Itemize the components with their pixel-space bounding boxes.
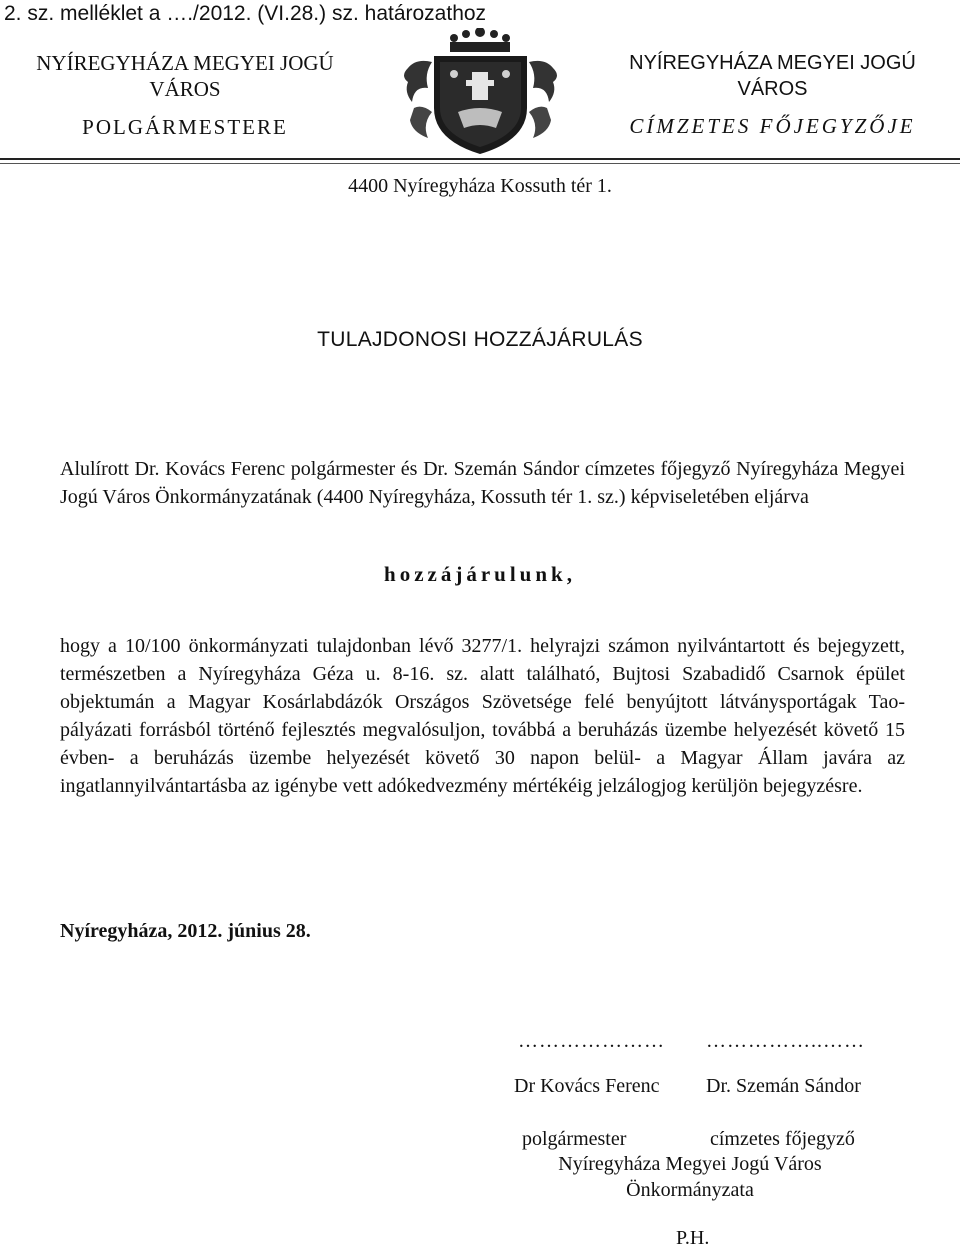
header-rule-thin <box>0 163 960 164</box>
consent-heading: hozzájárulunk, <box>384 562 576 586</box>
signatory-role-right: címzetes főjegyző <box>710 1128 855 1150</box>
signatory-name-left: Dr Kovács Ferenc <box>514 1075 660 1097</box>
organization-line2: Önkormányzata <box>626 1179 754 1201</box>
header-right-line3: CÍMZETES FŐJEGYZŐJE <box>629 114 916 138</box>
signature-dots-right: ……………..…… <box>706 1030 865 1052</box>
date-line: Nyíregyháza, 2012. június 28. <box>60 920 311 942</box>
signature-dots-left: ………………… <box>518 1030 665 1052</box>
body-paragraph: hogy a 10/100 önkormányzati tulajdonban lévő 3277/1. helyrajzi számon nyilvántartott és bejegyzett, természetben a Nyíregyháza Géza u. 8-16. sz. alatt található, Bujtosi Szabadidő Csarnok épület objektumán a Magyar Kosárlabdázók Országos Szövetsége felé benyújtott látványsportágak Tao-pályázati forrásból történő fejlesztés megvalósuljon, továbbá a beruházás üzembe helyezését követő 15 évben- a beruházás üzembe helyezését követő 30 napon belül- a Magyar Állam javára az ingatlannyilvántartásba az igénybe vett adókedvezmény mértékéig jelzálogjog kerüljön bejegyzésre. <box>60 635 905 797</box>
header-left-line3: POLGÁRMESTERE <box>82 115 288 139</box>
organization-line1: Nyíregyháza Megyei Jogú Város <box>558 1153 822 1175</box>
signatory-name-right: Dr. Szemán Sándor <box>706 1075 861 1097</box>
annex-reference: 2. sz. melléklet a …./2012. (VI.28.) sz. határozathoz <box>4 2 487 25</box>
header-left-line2: VÁROS <box>149 77 221 101</box>
coat-of-arms-icon <box>398 28 563 156</box>
signatory-role-left: polgármester <box>522 1128 627 1150</box>
seal-place: P.H. <box>676 1227 710 1249</box>
document-title: TULAJDONOSI HOZZÁJÁRULÁS <box>317 328 643 351</box>
header-rule <box>0 158 960 160</box>
header-right-line1: NYÍREGYHÁZA MEGYEI JOGÚ <box>629 52 916 74</box>
header-left-line1: NYÍREGYHÁZA MEGYEI JOGÚ <box>36 51 334 75</box>
address: 4400 Nyíregyháza Kossuth tér 1. <box>348 175 612 197</box>
header-right-line2: VÁROS <box>737 78 808 100</box>
intro-paragraph: Alulírott Dr. Kovács Ferenc polgármester és Dr. Szemán Sándor címzetes főjegyző Nyíregyháza Megyei Jogú Város Önkormányzatának (4400 Nyíregyháza, Kossuth tér 1. sz.) képviseletében eljárva <box>60 458 905 508</box>
